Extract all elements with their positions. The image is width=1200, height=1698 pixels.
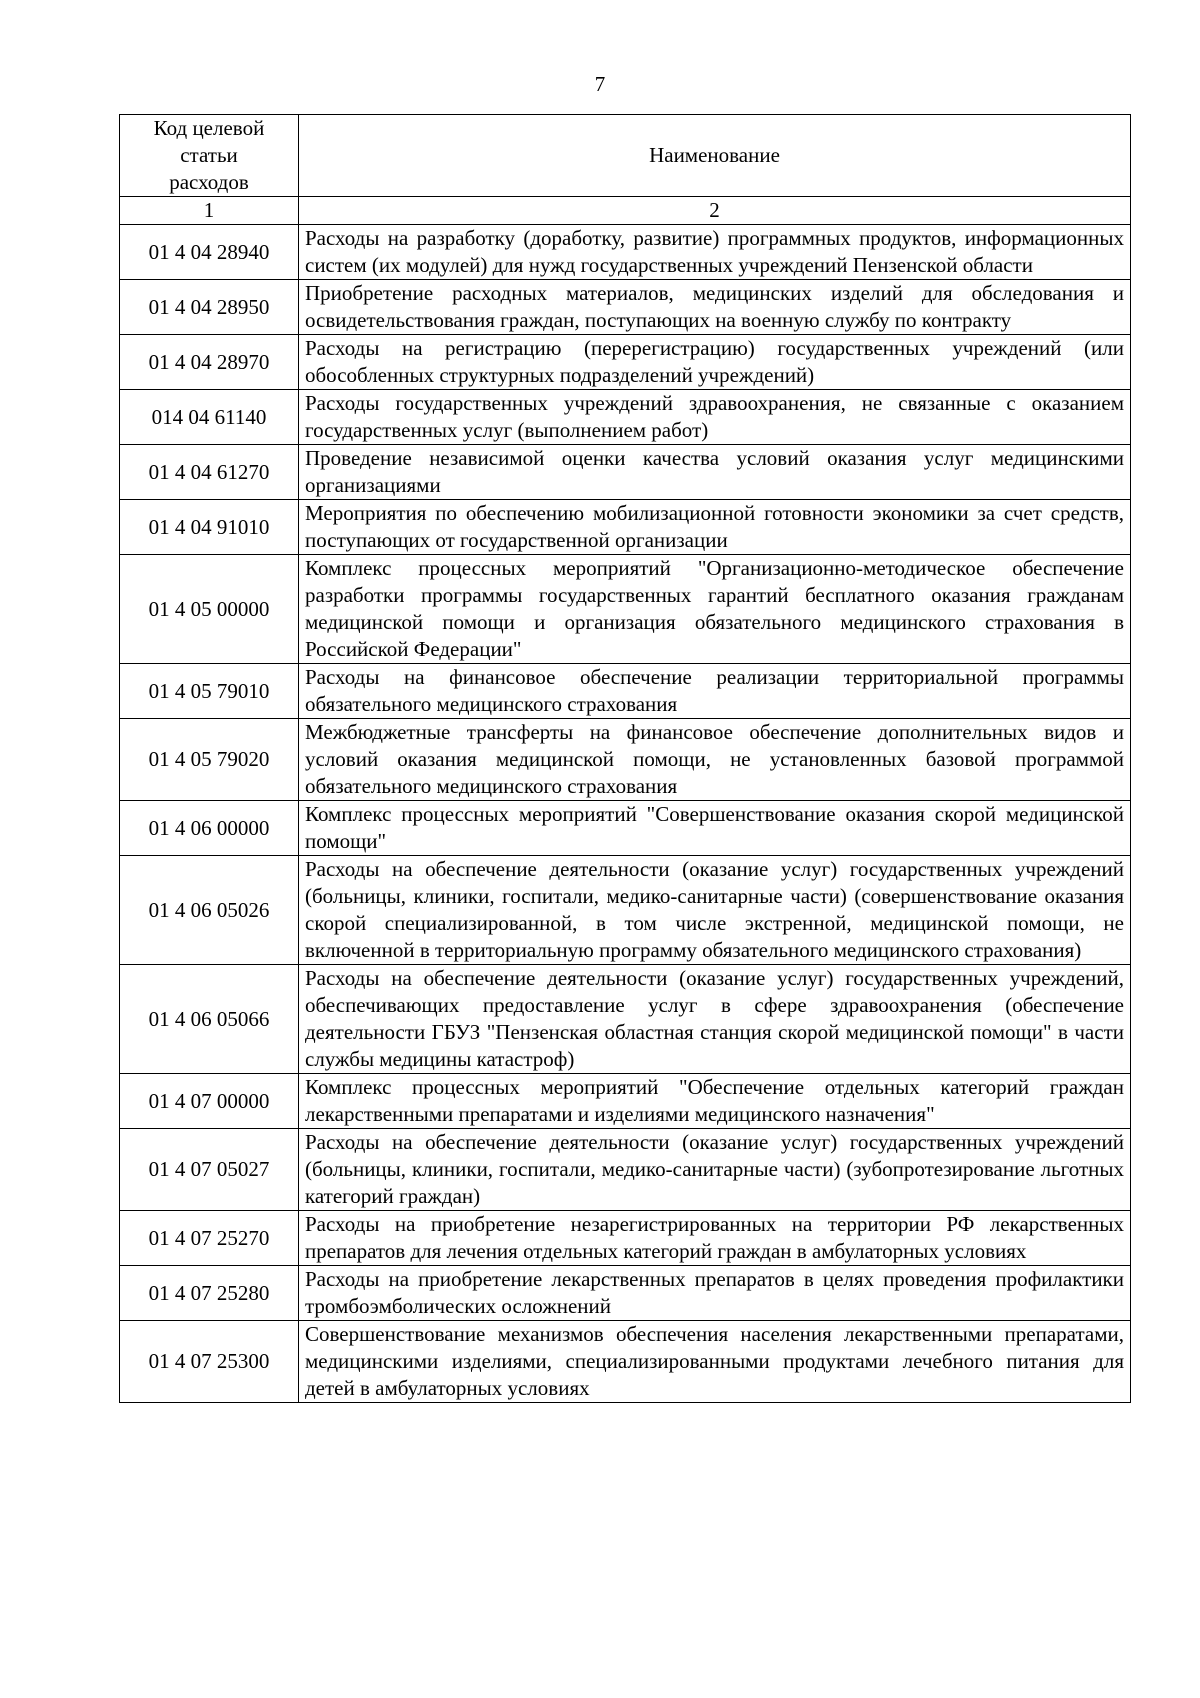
table-row bbox=[120, 555, 1131, 664]
row-name: Расходы на финансовое обеспечение реализации территориальной программы обязательного медицинского страхования bbox=[299, 664, 1131, 719]
table-row bbox=[120, 1129, 1131, 1211]
row-name: Комплекс процессных мероприятий "Совершенствование оказания скорой медицинской помощи" bbox=[299, 801, 1131, 856]
table-header-row bbox=[120, 115, 1131, 197]
row-name: Расходы на обеспечение деятельности (оказание услуг) государственных учреждений (больницы, клиники, госпитали, медико-санитарные части) (совершенствование оказания скорой специализированной, в том числе экстренной, медицинской помощи, не включенной в территориальную программу обязательного медицинского страхования) bbox=[299, 856, 1131, 965]
row-code: 01 4 05 79010 bbox=[120, 664, 299, 719]
row-name: Расходы на разработку (доработку, развитие) программных продуктов, информационных систем (их модулей) для нужд государственных учреждений Пензенской области bbox=[299, 225, 1131, 280]
row-name: Мероприятия по обеспечению мобилизационной готовности экономики за счет средств, поступающих от государственной организации bbox=[299, 500, 1131, 555]
row-code: 01 4 04 61270 bbox=[120, 445, 299, 500]
row-code: 01 4 07 25300 bbox=[120, 1321, 299, 1403]
page-number: 7 bbox=[594, 72, 606, 96]
table-row bbox=[120, 445, 1131, 500]
row-name: Комплекс процессных мероприятий "Обеспечение отдельных категорий граждан лекарственными препаратами и изделиями медицинского назначения" bbox=[299, 1074, 1131, 1129]
table-row bbox=[120, 719, 1131, 801]
row-name: Расходы на обеспечение деятельности (оказание услуг) государственных учреждений, обеспечивающих предоставление услуг в сфере здравоохранения (обеспечение деятельности ГБУЗ "Пензенская областная станция скорой медицинской помощи" в части службы медицины катастроф) bbox=[299, 965, 1131, 1074]
table-row bbox=[120, 225, 1131, 280]
row-name: Расходы на приобретение лекарственных препаратов в целях проведения профилактики тромбоэмболических осложнений bbox=[299, 1266, 1131, 1321]
row-name: Совершенствование механизмов обеспечения населения лекарственными препаратами, медицинскими изделиями, специализированными продуктами лечебного питания для детей в амбулаторных условиях bbox=[299, 1321, 1131, 1403]
row-code: 01 4 04 91010 bbox=[120, 500, 299, 555]
row-code: 01 4 06 05066 bbox=[120, 965, 299, 1074]
table-row bbox=[120, 1211, 1131, 1266]
table-row bbox=[120, 1074, 1131, 1129]
row-name: Расходы на приобретение незарегистрированных на территории РФ лекарственных препаратов для лечения отдельных категорий граждан в амбулаторных условиях bbox=[299, 1211, 1131, 1266]
row-code: 01 4 07 25280 bbox=[120, 1266, 299, 1321]
table-row bbox=[120, 335, 1131, 390]
row-code: 01 4 04 28940 bbox=[120, 225, 299, 280]
row-code: 01 4 07 05027 bbox=[120, 1129, 299, 1211]
table-body bbox=[120, 225, 1131, 1403]
table-row bbox=[120, 280, 1131, 335]
table-row bbox=[120, 390, 1131, 445]
table-row bbox=[120, 500, 1131, 555]
table-row bbox=[120, 1321, 1131, 1403]
row-name: Межбюджетные трансферты на финансовое обеспечение дополнительных видов и условий оказания медицинской помощи, не установленных базовой программой обязательного медицинского страхования bbox=[299, 719, 1131, 801]
column-number-2: 2 bbox=[299, 197, 1131, 225]
table-row bbox=[120, 856, 1131, 965]
row-code: 01 4 07 25270 bbox=[120, 1211, 299, 1266]
table-row bbox=[120, 965, 1131, 1074]
table-row bbox=[120, 664, 1131, 719]
row-name: Расходы на регистрацию (перерегистрацию) государственных учреждений (или обособленных структурных подразделений учреждений) bbox=[299, 335, 1131, 390]
header-code: Код целевой статьи расходов bbox=[120, 115, 299, 197]
row-name: Комплекс процессных мероприятий "Организационно-методическое обеспечение разработки программы государственных гарантий бесплатного оказания гражданам медицинской помощи и организация обязательного медицинского страхования в Российской Федерации" bbox=[299, 555, 1131, 664]
row-code: 01 4 04 28950 bbox=[120, 280, 299, 335]
row-code: 01 4 05 00000 bbox=[120, 555, 299, 664]
budget-codes-table bbox=[119, 114, 1131, 1403]
header-name: Наименование bbox=[299, 115, 1131, 197]
table-row bbox=[120, 1266, 1131, 1321]
row-name: Приобретение расходных материалов, медицинских изделий для обследования и освидетельствования граждан, поступающих на военную службу по контракту bbox=[299, 280, 1131, 335]
row-code: 01 4 06 00000 bbox=[120, 801, 299, 856]
row-name: Расходы на обеспечение деятельности (оказание услуг) государственных учреждений (больницы, клиники, госпитали, медико-санитарные части) (зубопротезирование льготных категорий граждан) bbox=[299, 1129, 1131, 1211]
column-number-1: 1 bbox=[120, 197, 299, 225]
row-code: 01 4 04 28970 bbox=[120, 335, 299, 390]
column-number-row bbox=[120, 197, 1131, 225]
row-name: Расходы государственных учреждений здравоохранения, не связанные с оказанием государственных услуг (выполнением работ) bbox=[299, 390, 1131, 445]
row-code: 01 4 06 05026 bbox=[120, 856, 299, 965]
table-row bbox=[120, 801, 1131, 856]
row-code: 014 04 61140 bbox=[120, 390, 299, 445]
row-code: 01 4 05 79020 bbox=[120, 719, 299, 801]
row-code: 01 4 07 00000 bbox=[120, 1074, 299, 1129]
row-name: Проведение независимой оценки качества условий оказания услуг медицинскими организациями bbox=[299, 445, 1131, 500]
